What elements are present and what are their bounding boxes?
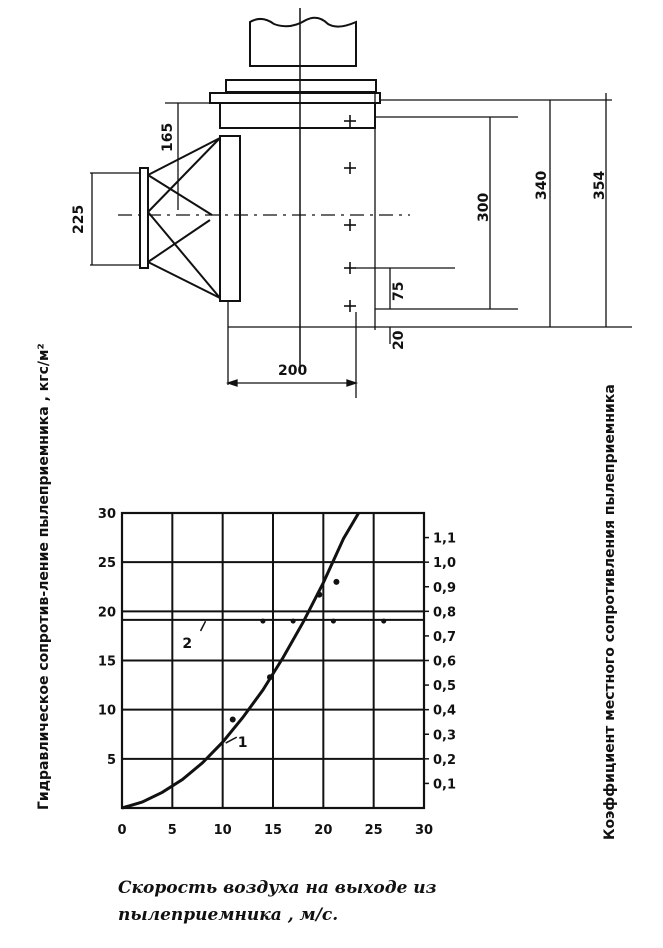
series-2-point [331, 619, 336, 624]
x-tick-label: 0 [117, 823, 127, 838]
y2-tick-label: 0,3 [433, 728, 457, 744]
series-2-leader [201, 621, 206, 631]
flange-plate [210, 93, 380, 103]
top-flange [226, 80, 376, 92]
x-tick-label: 15 [263, 823, 283, 838]
x-tick-label: 30 [414, 823, 434, 838]
y2-tick-label: 0,1 [433, 777, 457, 793]
dim-165: 165 [160, 122, 176, 152]
y-tick-label: 15 [97, 654, 116, 670]
dim-20: 20 [391, 330, 407, 350]
dim-354: 354 [592, 170, 608, 200]
nozzle-flange [140, 168, 148, 268]
chart-grid [122, 513, 424, 808]
series-1-point [267, 674, 273, 680]
y-tick-label: 10 [97, 703, 116, 719]
y2-tick-label: 0,8 [433, 605, 457, 621]
x-axis-label-line2: пылеприемника , м/с. [118, 905, 339, 925]
duct-top [250, 18, 356, 66]
series-1-point [333, 579, 339, 585]
y2-tick-label: 1,0 [433, 556, 457, 572]
y-tick-label: 30 [97, 507, 116, 522]
x-axis-label-line1: Скорость воздуха на выходе из [118, 878, 437, 898]
y2-tick-label: 0,9 [433, 580, 457, 596]
series-1-point [230, 717, 236, 723]
y2-tick-label: 0,5 [433, 679, 457, 695]
series-1-label: 1 [237, 735, 248, 752]
device-drawing [71, 8, 632, 398]
dim-300: 300 [476, 192, 492, 222]
y-tick-label: 5 [106, 752, 116, 768]
y-tick-label: 25 [97, 556, 116, 572]
series-2-point [291, 619, 296, 624]
x-tick-label: 20 [314, 823, 333, 838]
hood-cone [148, 138, 220, 298]
dim-75: 75 [391, 281, 407, 301]
y2-axis-label: Коэффициент местного сопротивления пылеприемника [602, 384, 618, 840]
y2-tick-label: 0,6 [433, 654, 457, 670]
x-tick-label: 5 [167, 823, 177, 838]
series-2-label: 2 [182, 635, 193, 652]
housing-box [220, 103, 375, 128]
y2-tick-label: 1,1 [433, 531, 457, 547]
slot-marks [344, 115, 356, 312]
y2-tick-label: 0,7 [433, 629, 457, 645]
series-1-point [316, 592, 322, 598]
chart-ticks [98, 507, 456, 838]
series-2-point [260, 619, 265, 624]
dim-200: 200 [278, 363, 308, 379]
x-tick-label: 10 [213, 823, 232, 838]
y2-tick-label: 0,2 [433, 752, 457, 768]
x-tick-label: 25 [364, 823, 383, 838]
y-axis-label: Гидравлическое сопротив-ление пылеприемника , кгс/м² [36, 343, 52, 810]
dim-225: 225 [71, 204, 87, 234]
y2-tick-label: 0,4 [433, 703, 457, 719]
chart [36, 343, 618, 840]
series-2-point [381, 619, 386, 624]
side-panel [220, 136, 240, 301]
dim-340: 340 [534, 170, 550, 200]
y-tick-label: 20 [97, 605, 116, 621]
